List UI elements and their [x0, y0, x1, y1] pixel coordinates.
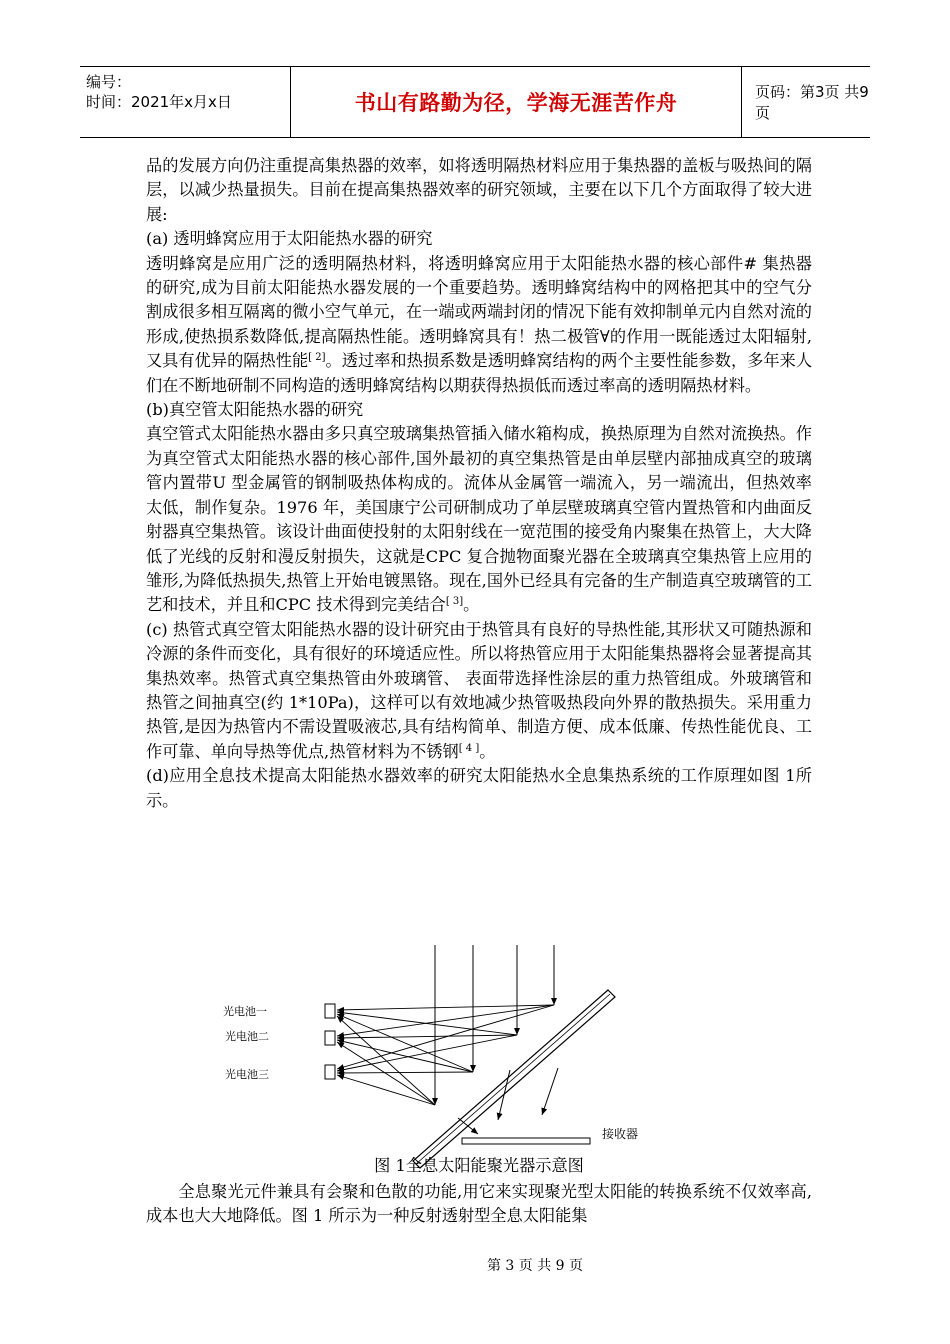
photocell-3 [325, 1065, 335, 1079]
photocell-1 [325, 1004, 335, 1018]
paragraph-section-a [146, 252, 812, 398]
citation-ref: [ 2] [308, 352, 326, 364]
paragraph-text: 真空管式太阳能热水器由多只真空玻璃集热管插入储水箱构成，换热原理为自然对流换热。作为真空管式太阳能热水器的核心部件,国外最初的真空集热管是由单层壁内部抽成真空的玻璃管内置带U 型金属管的钢制吸热体构成的。流体从金属管一端流入，另一端流出，但热效率太低，制作复杂。1976 年，美国康宁公司研制成功了单层壁玻璃真空管内置热管和内曲面反射器真空集热管。该设计曲面使投射的太阳射线在一宽范围的接受角内聚集在热管上，大大降低了光线的反射和漫反射损失，这就是CPC 复合抛物面聚光器在全玻璃真空集热管上应用的雏形,为降低热损失,热管上开始电镀黑铬。现在,国外已经具有完备的生产制造真空玻璃管的工艺和技术，并且和CPC 技术得到完美结合 [146, 424, 812, 615]
paragraph-text: (c) 热管式真空管太阳能热水器的设计研究由于热管具有良好的导热性能,其形状又可随热源和冷源的条件而变化，具有很好的环境适应性。所以将热管应用于太阳能集热器将会显著提高其集热效率。热管式真空集热管由外玻璃管、 表面带选择性涂层的重力热管组成。外玻璃管和热管之间抽真空(约 1*10Pa)，这样可以有效地减少热管吸热段向外界的散热损失。采用重力热管,是因为热管内不需设置吸液芯,具有结构简单、制造方便、成本低廉、传热性能优良、工作可靠、单向导热等优点,热管材料为不锈钢 [146, 619, 812, 761]
document-time-label: 时间：2021年x月x日 [86, 93, 232, 111]
reflected-ray [337, 1072, 473, 1073]
section-a-heading: (a) 透明蜂窝应用于太阳能热水器的研究 [146, 229, 433, 249]
photocell-2 [325, 1031, 335, 1045]
page-header [80, 66, 870, 138]
paragraph-text: 。透过率和热损系数是透明蜂窝结构的两个主要性能参数，多年来人们在不断地研制不同构造的透明蜂窝结构以期获得热损低而透过率高的透明隔热材料。 [146, 351, 813, 395]
section-b-heading: (b)真空管太阳能热水器的研究 [146, 400, 364, 420]
document-number-label: 编号： [86, 73, 132, 91]
cell-label-1: 光电池一 [223, 1005, 267, 1018]
figure-caption: 图 1全息太阳能聚光器示意图 [374, 1156, 584, 1175]
paragraph-after-figure: 全息聚光元件兼具有会聚和色散的功能,用它来实现聚光型太阳能的转换系统不仅效率高,成本也大大地降低。图 1 所示为一种反射透射型全息太阳能集 [146, 1182, 812, 1226]
paragraph-text: 。 [479, 741, 496, 761]
cell-label-2: 光电池二 [225, 1030, 269, 1043]
citation-ref: [ 4 ] [458, 742, 480, 754]
receiver-bar [462, 1138, 590, 1144]
paragraph-intro: 品的发展方向仍注重提高集热器的效率，如将透明隔热材料应用于集热器的盖板与吸热间的隔层，以减少热量损失。目前在提高集热器效率的研究领域，主要在以下几个方面取得了较大进展: [146, 156, 812, 224]
body-text-continued [146, 1180, 812, 1229]
page-footer: 第 3 页 共 9 页 [486, 1258, 584, 1274]
cell-label-3: 光电池三 [225, 1068, 269, 1081]
paragraph-section-c [146, 618, 812, 764]
paragraph-section-d: (d)应用全息技术提高太阳能热水器效率的研究太阳能热水全息集热系统的工作原理如图 1所示。 [146, 766, 812, 810]
receiver-label: 接收器 [602, 1127, 639, 1141]
citation-ref: [ 3] [445, 596, 464, 608]
header-meta [86, 72, 232, 112]
transmitted-ray [542, 1068, 558, 1115]
reflected-ray [337, 1035, 517, 1038]
header-motto: 书山有路勤为径，学海无涯苦作舟 [290, 67, 742, 137]
paragraph-section-b [146, 422, 812, 617]
body-text [146, 154, 812, 813]
paragraph-text: 透明蜂窝是应用广泛的透明隔热材料，将透明蜂窝应用于太阳能热水器的核心部件# 集热器的研究,成为目前太阳能热水器发展的一个重要趋势。透明蜂窝结构中的网格把其中的空气分割成很多相互隔离的微小空气单元，在一端或两端封闭的情况下能有效抑制单元内自然对流的形成,使热损系数降低,提高隔热性能。透明蜂窝具有！热二极管∀的作用一既能透过太阳辐射,又具有优异的隔热性能 [146, 253, 812, 371]
reflected-ray [337, 1005, 554, 1069]
paragraph-text: 。 [463, 595, 480, 615]
header-page-label: 页码：第3页 共9页 [755, 83, 869, 122]
holographic-concentrator-figure [223, 940, 680, 1150]
reflected-ray [337, 1075, 435, 1105]
